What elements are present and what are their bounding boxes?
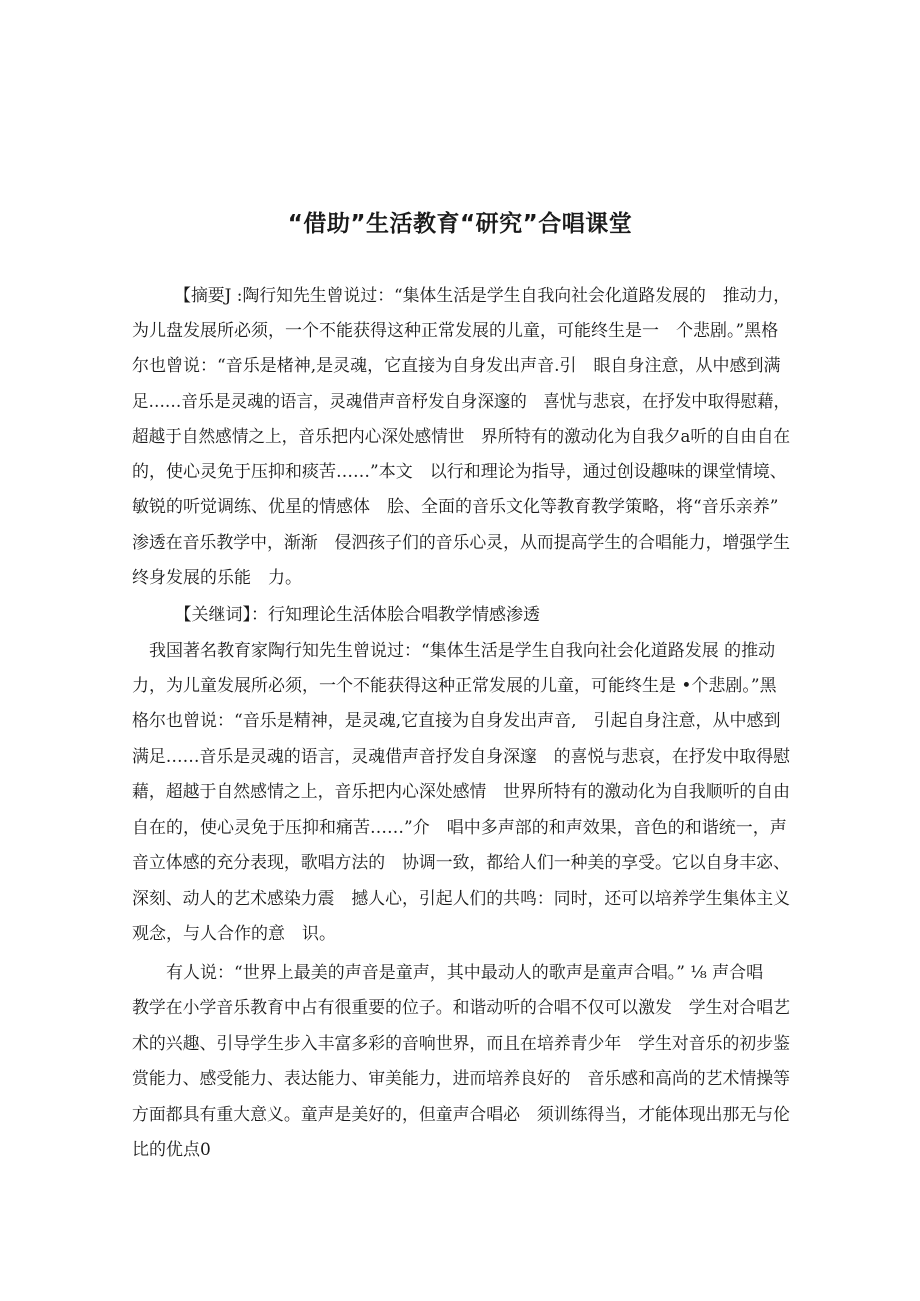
body-line: 【摘要J :陶行知先生曾说过：“集体生活是学生自我向社会化道路发展的 推动力， [132,286,791,306]
body-line: 音立体感的充分表现，歌唱方法的 协调一致，都给人们一种美的享受。它以自身丰宓、 [132,853,790,873]
body-line: 终身发展的乐能 力。 [132,568,302,588]
keywords-line: 【关继词】：行知理论生活体脍合唱教学情感渗透 [132,605,540,625]
body-line: 超越于自然感情之上，音乐把内心深处感情世 界所特有的激动化为自我夕a听的自由自在 [132,427,791,447]
body-line: 力，为儿童发展所必须，一个不能获得这种正常发展的儿童，可能终生是 •个悲剧。”黑 [132,676,777,696]
body-line: 格尔也曾说：“音乐是精神，是灵魂,它直接为自身发出声音, 引起自身注意，从中感到 [132,711,781,731]
body-line: 藉，超越于自然感情之上，音乐把内心深处感情 世界所特有的激动化为自我顺听的自由 [132,782,790,802]
body-line: 方面都具有重大意义。童声是美好的，但童声合唱必 须训练得当，才能体现出那无与伦 [132,1105,790,1125]
body-line: 敏锐的听觉调练、优星的情感体 脍、全面的音乐文化等教育教学策略，将“音乐亲养” [132,497,779,517]
body-line: 观念，与人合作的意 识。 [132,924,336,944]
body-line: 教学在小学音乐教育中占有很重要的位子。和谐动听的合唱不仅可以激发 学生对合唱艺 [132,998,790,1018]
body-line: 足……音乐是灵魂的语言，灵魂借声音杼发自身深邃的 喜忧与悲哀，在抒发中取得慰藉， [132,392,790,412]
document-title: “借助”生活教育“研究”合唱课堂 [287,211,633,237]
body-line: 为儿盘发展所必须，一个不能获得这种正常发展的儿童，可能终生是一 个悲剧。”黑格 [132,321,779,341]
body-line: 满足……音乐是灵魂的语言，灵魂借声音抒发自身深邃 的喜悦与悲哀，在抒发中取得慰 [132,747,790,767]
body-line: 渗透在音乐教学中，渐渐 侵泗孩子们的音乐心灵，从而提高学生的合唱能力，增强学生 [132,533,790,553]
body-line: 术的兴趣、引导学生步入丰富多彩的音响世界，而且在培养青少年 学生对音乐的初步鉴 [132,1034,790,1054]
body-line: 有人说：“世界上最美的声音是童声，其中最动人的歌声是童声合唱。” ⅛ 声合唱 [132,963,764,983]
body-line: 的，使心灵免于压抑和痰苦……”本文 以行和理论为指导，通过创设趣味的课堂情境、 [132,462,787,482]
body-line: 比的优点0 [132,1140,211,1160]
body-line: 深刻、动人的艺术感染力震 撼人心，引起人们的共鸣：同时，还可以培养学生集体主义 [132,889,790,909]
body-line: 我国著名教育家陶行知先生曾说过：“集体生活是学生自我向社会化道路发展 的推动 [132,641,776,661]
body-line: 自在的，使心灵免于压抑和痛苦……”介 唱中多声部的和声效果，音色的和谐统一，声 [132,818,787,838]
body-line: 赏能力、感受能力、表达能力、审美能力，进而培养良好的 音乐感和高尚的艺术情操等 [132,1069,790,1089]
body-line: 尔也曾说：“音乐是楮神,是灵魂，它直接为自身发出声音.引 眼自身注意，从中感到满 [132,356,781,376]
